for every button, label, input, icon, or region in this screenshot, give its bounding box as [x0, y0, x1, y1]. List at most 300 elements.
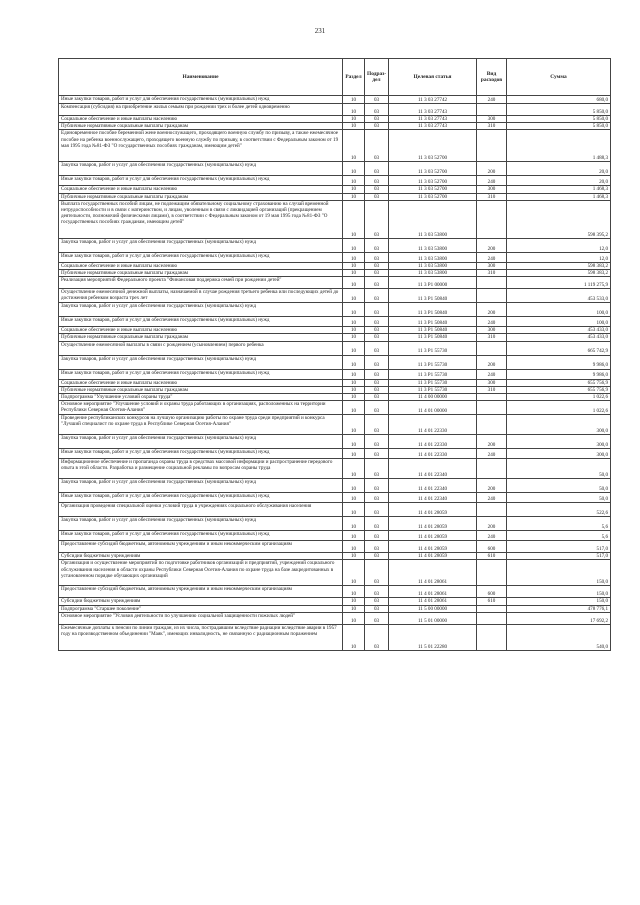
row-sum: 100,0 — [507, 303, 611, 317]
table-row — [59, 459, 611, 479]
header-kind: Вид расходов — [477, 59, 507, 96]
row-sum: 1 119 275,9 — [507, 277, 611, 289]
row-sum: 12,0 — [507, 238, 611, 252]
row-target: 11 4 01 22330 — [389, 449, 477, 459]
row-subsection: 03 — [365, 327, 389, 334]
row-name: Закупка товаров, работ и услуг для обеспечения государственных (муниципальных) нужд — [59, 162, 343, 176]
table-row — [59, 586, 611, 598]
row-name: Основное мероприятие "Улучшение условий и охраны труда работающих в организациях, расположенных на территории Республики Северная Осетия-Алания" — [59, 401, 343, 415]
table-row — [59, 605, 611, 612]
table-row — [59, 96, 611, 104]
row-section: 10 — [343, 162, 365, 176]
row-name: Ежемесячные доплаты к пенсии по линии граждан, из их числа, пострадавшим вследствие радиации вследствие аварии в 1957 году на производственном объединении "Маяк", имеющих инвалидность, не связанную с радиационным поражением — [59, 624, 343, 650]
row-subsection: 03 — [365, 289, 389, 303]
row-sum: 9 986,0 — [507, 355, 611, 369]
row-sum: 50,0 — [507, 493, 611, 503]
row-section: 10 — [343, 560, 365, 586]
row-name: Иные закупки товаров, работ и услуг для обеспечения государственных (муниципальных) нужд — [59, 176, 343, 186]
row-target: 11 3 03 27743 — [389, 104, 477, 116]
row-target: 11 3 03 53800 — [389, 262, 477, 269]
header-target: Целевая статья — [389, 59, 477, 96]
row-kind: 200 — [477, 355, 507, 369]
row-kind: 600 — [477, 541, 507, 553]
row-subsection: 03 — [365, 96, 389, 104]
row-kind: 300 — [477, 327, 507, 334]
row-subsection: 03 — [365, 303, 389, 317]
row-kind: 240 — [477, 531, 507, 541]
row-kind — [477, 624, 507, 650]
row-section: 10 — [343, 394, 365, 401]
row-subsection: 03 — [365, 503, 389, 517]
row-kind — [477, 394, 507, 401]
row-kind: 240 — [477, 252, 507, 262]
row-target: 11 3 P1 50840 — [389, 289, 477, 303]
row-sum: 300,0 — [507, 449, 611, 459]
row-sum: 9 986,0 — [507, 369, 611, 379]
row-subsection: 03 — [365, 541, 389, 553]
row-target: 11 5 01 00000 — [389, 612, 477, 624]
row-kind — [477, 130, 507, 162]
table-row — [59, 317, 611, 327]
row-name: Социальное обеспечение и иные выплаты населению — [59, 262, 343, 269]
row-name: Закупка товаров, работ и услуг для обеспечения государственных (муниципальных) нужд — [59, 479, 343, 493]
row-name: Подпрограмма "Старшее поколение" — [59, 605, 343, 612]
row-target: 11 3 03 53800 — [389, 200, 477, 238]
table-row — [59, 162, 611, 176]
row-target: 11 3 03 53800 — [389, 270, 477, 277]
table-row — [59, 401, 611, 415]
row-sum: 150,0 — [507, 560, 611, 586]
row-target: 11 3 03 52700 — [389, 193, 477, 200]
table-row — [59, 277, 611, 289]
row-sum: 50,0 — [507, 459, 611, 479]
row-kind: 600 — [477, 586, 507, 598]
row-kind: 310 — [477, 123, 507, 130]
row-subsection: 03 — [365, 612, 389, 624]
row-target: 11 3 03 52700 — [389, 130, 477, 162]
row-subsection: 03 — [365, 401, 389, 415]
row-kind — [477, 415, 507, 435]
row-name: Иные закупки товаров, работ и услуг для обеспечения государственных (муниципальных) нужд — [59, 96, 343, 104]
row-target: 11 4 01 22330 — [389, 415, 477, 435]
row-sum: 598 395,2 — [507, 200, 611, 238]
row-sum: 665 742,9 — [507, 341, 611, 355]
row-subsection: 03 — [365, 355, 389, 369]
row-section: 10 — [343, 503, 365, 517]
table-row — [59, 104, 611, 116]
row-name: Субсидии бюджетным учреждениям — [59, 598, 343, 605]
row-subsection: 03 — [365, 317, 389, 327]
table-row — [59, 186, 611, 193]
row-subsection: 03 — [365, 123, 389, 130]
row-target: 11 4 01 28059 — [389, 531, 477, 541]
row-section: 10 — [343, 493, 365, 503]
row-name: Социальное обеспечение и иные выплаты населению — [59, 116, 343, 123]
table-row — [59, 200, 611, 238]
header-section: Раздел — [343, 59, 365, 96]
row-section: 10 — [343, 449, 365, 459]
row-target: 11 4 01 22340 — [389, 479, 477, 493]
budget-table — [58, 58, 611, 651]
row-sum: 453 533,0 — [507, 289, 611, 303]
row-target: 11 3 03 52700 — [389, 176, 477, 186]
row-sum: 300,0 — [507, 435, 611, 449]
row-kind: 200 — [477, 479, 507, 493]
table-row — [59, 386, 611, 393]
table-row — [59, 341, 611, 355]
row-subsection: 03 — [365, 531, 389, 541]
row-section: 10 — [343, 479, 365, 493]
row-sum: 453 433,0 — [507, 334, 611, 341]
row-section: 10 — [343, 252, 365, 262]
row-sum: 20,0 — [507, 176, 611, 186]
table-row — [59, 238, 611, 252]
row-name: Закупка товаров, работ и услуг для обеспечения государственных (муниципальных) нужд — [59, 238, 343, 252]
row-section: 10 — [343, 612, 365, 624]
row-kind: 240 — [477, 369, 507, 379]
row-section: 10 — [343, 379, 365, 386]
row-subsection: 03 — [365, 459, 389, 479]
row-sum: 478 776,1 — [507, 605, 611, 612]
row-target: 11 4 01 28061 — [389, 586, 477, 598]
row-section: 10 — [343, 624, 365, 650]
row-section: 10 — [343, 130, 365, 162]
table-row — [59, 130, 611, 162]
row-subsection: 03 — [365, 493, 389, 503]
row-section: 10 — [343, 386, 365, 393]
row-sum: 655 756,9 — [507, 386, 611, 393]
row-name: Закупка товаров, работ и услуг для обеспечения государственных (муниципальных) нужд — [59, 517, 343, 531]
row-sum: 655 756,9 — [507, 379, 611, 386]
row-section: 10 — [343, 531, 365, 541]
row-kind: 200 — [477, 303, 507, 317]
row-name: Публичные нормативные социальные выплаты гражданам — [59, 193, 343, 200]
row-section: 10 — [343, 334, 365, 341]
table-row — [59, 270, 611, 277]
row-sum: 1 488,3 — [507, 130, 611, 162]
row-subsection: 03 — [365, 116, 389, 123]
row-target: 11 3 03 27743 — [389, 116, 477, 123]
row-section: 10 — [343, 270, 365, 277]
row-subsection: 03 — [365, 238, 389, 252]
table-row — [59, 379, 611, 386]
table-row — [59, 262, 611, 269]
row-target: 11 4 01 28059 — [389, 553, 477, 560]
table-row — [59, 503, 611, 517]
row-subsection: 03 — [365, 517, 389, 531]
row-subsection: 03 — [365, 605, 389, 612]
row-sum: 5,6 — [507, 531, 611, 541]
row-kind: 300 — [477, 186, 507, 193]
row-target: 11 4 00 00000 — [389, 394, 477, 401]
table-row — [59, 394, 611, 401]
row-kind: 310 — [477, 193, 507, 200]
row-sum: 540,0 — [507, 624, 611, 650]
row-section: 10 — [343, 200, 365, 238]
row-target: 11 3 03 53800 — [389, 252, 477, 262]
row-sum: 150,0 — [507, 586, 611, 598]
row-target: 11 3 P1 50840 — [389, 317, 477, 327]
table-row — [59, 449, 611, 459]
row-target: 11 3 P1 55730 — [389, 379, 477, 386]
row-sum: 5,6 — [507, 517, 611, 531]
row-name: Компенсация (субсидия) на приобретение жилья семьям при рождении трех и более детей одновременно — [59, 104, 343, 116]
table-row — [59, 479, 611, 493]
table-header — [59, 59, 611, 96]
row-name: Единовременное пособие беременной жене военнослужащего, проходящего военную службу по призыву, а также ежемесячное пособие на ребенка военнослужащего, проходящего военную службу по призыву, в соответствии с Федеральным законом от 19 мая 1995 года №81-ФЗ "О государственных пособиях гражданам, имеющим детей" — [59, 130, 343, 162]
row-section: 10 — [343, 435, 365, 449]
row-target: 11 4 01 22340 — [389, 493, 477, 503]
row-target: 11 5 00 00000 — [389, 605, 477, 612]
row-subsection: 03 — [365, 553, 389, 560]
row-section: 10 — [343, 341, 365, 355]
row-name: Социальное обеспечение и иные выплаты населению — [59, 379, 343, 386]
row-target: 11 5 01 22280 — [389, 624, 477, 650]
row-sum: 453 433,0 — [507, 327, 611, 334]
row-target: 11 3 03 53800 — [389, 238, 477, 252]
row-name: Основное мероприятие "Условия деятельности по улучшению социальной защищенности пожилых людей" — [59, 612, 343, 624]
row-sum: 1 022,6 — [507, 394, 611, 401]
row-subsection: 03 — [365, 277, 389, 289]
row-section: 10 — [343, 586, 365, 598]
row-name: Проведение республиканских конкурсов на лучшую организацию работы по охране труда среди предприятий и конкурса "Лучший специалист по охране труда в Республике Северная Осетия-Алания" — [59, 415, 343, 435]
table-row — [59, 123, 611, 130]
page-number: 231 — [314, 27, 326, 35]
row-name: Осуществление ежемесячной выплаты в связи с рождением (усыновлением) первого ребенка — [59, 341, 343, 355]
row-kind: 310 — [477, 386, 507, 393]
row-sum: 5 850,0 — [507, 123, 611, 130]
table-row — [59, 116, 611, 123]
row-subsection: 03 — [365, 386, 389, 393]
row-section: 10 — [343, 401, 365, 415]
row-target: 11 3 P1 55730 — [389, 355, 477, 369]
row-name: Предоставление субсидий бюджетным, автономным учреждениям и иным некоммерческим организациям — [59, 586, 343, 598]
row-subsection: 03 — [365, 435, 389, 449]
row-name: Иные закупки товаров, работ и услуг для обеспечения государственных (муниципальных) нужд — [59, 252, 343, 262]
row-kind: 300 — [477, 262, 507, 269]
row-name: Публичные нормативные социальные выплаты гражданам — [59, 270, 343, 277]
row-name: Публичные нормативные социальные выплаты гражданам — [59, 334, 343, 341]
table-row — [59, 517, 611, 531]
row-sum: 5 850,0 — [507, 104, 611, 116]
row-subsection: 03 — [365, 341, 389, 355]
row-kind — [477, 503, 507, 517]
table-row — [59, 560, 611, 586]
row-kind — [477, 341, 507, 355]
row-section: 10 — [343, 303, 365, 317]
row-kind: 240 — [477, 176, 507, 186]
table-row — [59, 303, 611, 317]
row-sum: 517,0 — [507, 553, 611, 560]
row-sum: 1 022,6 — [507, 401, 611, 415]
row-target: 11 3 P1 55730 — [389, 341, 477, 355]
row-target: 11 3 03 27742 — [389, 96, 477, 104]
row-name: Социальное обеспечение и иные выплаты населению — [59, 327, 343, 334]
row-section: 10 — [343, 355, 365, 369]
table-row — [59, 531, 611, 541]
row-target: 11 3 P1 50840 — [389, 327, 477, 334]
row-sum: 50,0 — [507, 479, 611, 493]
row-kind — [477, 459, 507, 479]
row-kind — [477, 560, 507, 586]
row-subsection: 03 — [365, 479, 389, 493]
row-kind: 200 — [477, 162, 507, 176]
row-section: 10 — [343, 327, 365, 334]
row-subsection: 03 — [365, 449, 389, 459]
row-target: 11 3 P1 55730 — [389, 386, 477, 393]
row-kind: 310 — [477, 334, 507, 341]
row-kind: 240 — [477, 449, 507, 459]
row-kind: 240 — [477, 96, 507, 104]
row-kind — [477, 289, 507, 303]
row-kind — [477, 605, 507, 612]
row-name: Закупка товаров, работ и услуг для обеспечения государственных (муниципальных) нужд — [59, 303, 343, 317]
row-target: 11 4 01 22330 — [389, 435, 477, 449]
row-name: Закупка товаров, работ и услуг для обеспечения государственных (муниципальных) нужд — [59, 355, 343, 369]
row-target: 11 3 03 52700 — [389, 186, 477, 193]
row-name: Социальное обеспечение и иные выплаты населению — [59, 186, 343, 193]
row-target: 11 3 P1 55730 — [389, 369, 477, 379]
row-subsection: 03 — [365, 379, 389, 386]
row-name: Предоставление субсидий бюджетным, автономным учреждениям и иным некоммерческим организациям — [59, 541, 343, 553]
table-body — [59, 96, 611, 651]
row-section: 10 — [343, 459, 365, 479]
row-sum: 300,0 — [507, 415, 611, 435]
row-section: 10 — [343, 541, 365, 553]
row-sum: 12,0 — [507, 252, 611, 262]
row-subsection: 03 — [365, 186, 389, 193]
row-subsection: 03 — [365, 624, 389, 650]
row-subsection: 03 — [365, 394, 389, 401]
row-subsection: 03 — [365, 560, 389, 586]
row-section: 10 — [343, 186, 365, 193]
row-sum: 150,0 — [507, 598, 611, 605]
row-name: Иные закупки товаров, работ и услуг для обеспечения государственных (муниципальных) нужд — [59, 317, 343, 327]
row-kind — [477, 401, 507, 415]
row-kind — [477, 200, 507, 238]
row-kind: 200 — [477, 435, 507, 449]
row-name: Подпрограмма "Улучшение условий охраны труда" — [59, 394, 343, 401]
row-name: Субсидии бюджетным учреждениям — [59, 553, 343, 560]
row-sum: 598 383,2 — [507, 270, 611, 277]
row-name: Организация и осуществление мероприятий по подготовке работников организаций и предприятий, учреждений социального обслуживания населения в области охраны Республики Северная Осетия-Алания по охране труда на базе аккредитованных в установленном порядке обучающих организаций — [59, 560, 343, 586]
row-name: Иные закупки товаров, работ и услуг для обеспечения государственных (муниципальных) нужд — [59, 369, 343, 379]
row-section: 10 — [343, 598, 365, 605]
row-section: 10 — [343, 116, 365, 123]
row-section: 10 — [343, 553, 365, 560]
row-section: 10 — [343, 517, 365, 531]
row-section: 10 — [343, 96, 365, 104]
row-name: Реализация мероприятий Федерального проекта "Финансовая поддержка семей при рождении детей" — [59, 277, 343, 289]
row-name: Закупка товаров, работ и услуг для обеспечения государственных (муниципальных) нужд — [59, 435, 343, 449]
table-row — [59, 493, 611, 503]
row-name: Публичные нормативные социальные выплаты гражданам — [59, 123, 343, 130]
row-section: 10 — [343, 277, 365, 289]
row-section: 10 — [343, 289, 365, 303]
row-subsection: 03 — [365, 270, 389, 277]
row-sum: 1 468,3 — [507, 193, 611, 200]
row-section: 10 — [343, 605, 365, 612]
row-subsection: 03 — [365, 586, 389, 598]
table-row — [59, 415, 611, 435]
row-kind: 200 — [477, 517, 507, 531]
row-subsection: 03 — [365, 162, 389, 176]
row-target: 11 4 01 28061 — [389, 598, 477, 605]
row-subsection: 03 — [365, 598, 389, 605]
row-sum: 517,0 — [507, 541, 611, 553]
row-subsection: 03 — [365, 415, 389, 435]
row-subsection: 03 — [365, 104, 389, 116]
row-name: Осуществление ежемесячной денежной выплаты, назначаемой в случае рождения третьего ребенка или последующих детей до достижения ребенком возраста трех лет — [59, 289, 343, 303]
row-name: Иные закупки товаров, работ и услуг для обеспечения государственных (муниципальных) нужд — [59, 449, 343, 459]
table-row — [59, 193, 611, 200]
row-sum: 1 468,3 — [507, 186, 611, 193]
table-row — [59, 612, 611, 624]
row-kind — [477, 612, 507, 624]
row-sum: 5 850,0 — [507, 116, 611, 123]
row-target: 11 3 03 52700 — [389, 162, 477, 176]
row-target: 11 4 01 22340 — [389, 459, 477, 479]
row-section: 10 — [343, 176, 365, 186]
row-sum: 522,6 — [507, 503, 611, 517]
header-name: Наименование — [59, 59, 343, 96]
row-name: Иные закупки товаров, работ и услуг для обеспечения государственных (муниципальных) нужд — [59, 531, 343, 541]
row-kind: 610 — [477, 598, 507, 605]
row-kind: 300 — [477, 379, 507, 386]
header-subsection: Подраз- дел — [365, 59, 389, 96]
row-section: 10 — [343, 104, 365, 116]
row-target: 11 3 P1 50840 — [389, 303, 477, 317]
row-subsection: 03 — [365, 193, 389, 200]
row-subsection: 03 — [365, 252, 389, 262]
row-name: Выплата государственных пособий лицам, не подлежащим обязательному социальному страхованию на случай временной нетрудоспособности и в связи с материнством, и лицам, уволенным в связи с ликвидацией организаций (прекращением деятельности, полномочий физическими лицами), в соответствии с Федеральным законом от 19 мая 1995 года №81-ФЗ "О государственных пособиях гражданам, имеющим детей" — [59, 200, 343, 238]
table-row — [59, 553, 611, 560]
row-section: 10 — [343, 123, 365, 130]
row-target: 11 4 01 00000 — [389, 401, 477, 415]
table-row — [59, 541, 611, 553]
row-section: 10 — [343, 238, 365, 252]
row-name: Публичные нормативные социальные выплаты гражданам — [59, 386, 343, 393]
row-sum: 100,0 — [507, 317, 611, 327]
row-kind: 240 — [477, 317, 507, 327]
row-section: 10 — [343, 317, 365, 327]
row-section: 10 — [343, 193, 365, 200]
row-kind: 240 — [477, 493, 507, 503]
row-name: Организация проведения специальной оценки условий труда в учреждениях социального обслуживания населения — [59, 503, 343, 517]
row-target: 11 3 P1 00000 — [389, 277, 477, 289]
row-target: 11 4 01 28061 — [389, 560, 477, 586]
row-subsection: 03 — [365, 200, 389, 238]
row-subsection: 03 — [365, 334, 389, 341]
row-sum: 20,0 — [507, 162, 611, 176]
row-target: 11 4 01 28059 — [389, 517, 477, 531]
table-row — [59, 176, 611, 186]
table-row — [59, 435, 611, 449]
table-row — [59, 327, 611, 334]
row-sum: 598 383,2 — [507, 262, 611, 269]
row-subsection: 03 — [365, 262, 389, 269]
table-row — [59, 598, 611, 605]
row-kind — [477, 104, 507, 116]
row-kind: 300 — [477, 116, 507, 123]
row-name: Информационное обеспечение и пропаганда охраны труда в средствах массовой информации и распространение передового опыта в этой области. Разработка и размещение социальной рекламы по вопросам охраны труда — [59, 459, 343, 479]
row-name: Иные закупки товаров, работ и услуг для обеспечения государственных (муниципальных) нужд — [59, 493, 343, 503]
row-target: 11 3 03 27743 — [389, 123, 477, 130]
table-row — [59, 289, 611, 303]
row-subsection: 03 — [365, 130, 389, 162]
row-section: 10 — [343, 369, 365, 379]
row-section: 10 — [343, 415, 365, 435]
